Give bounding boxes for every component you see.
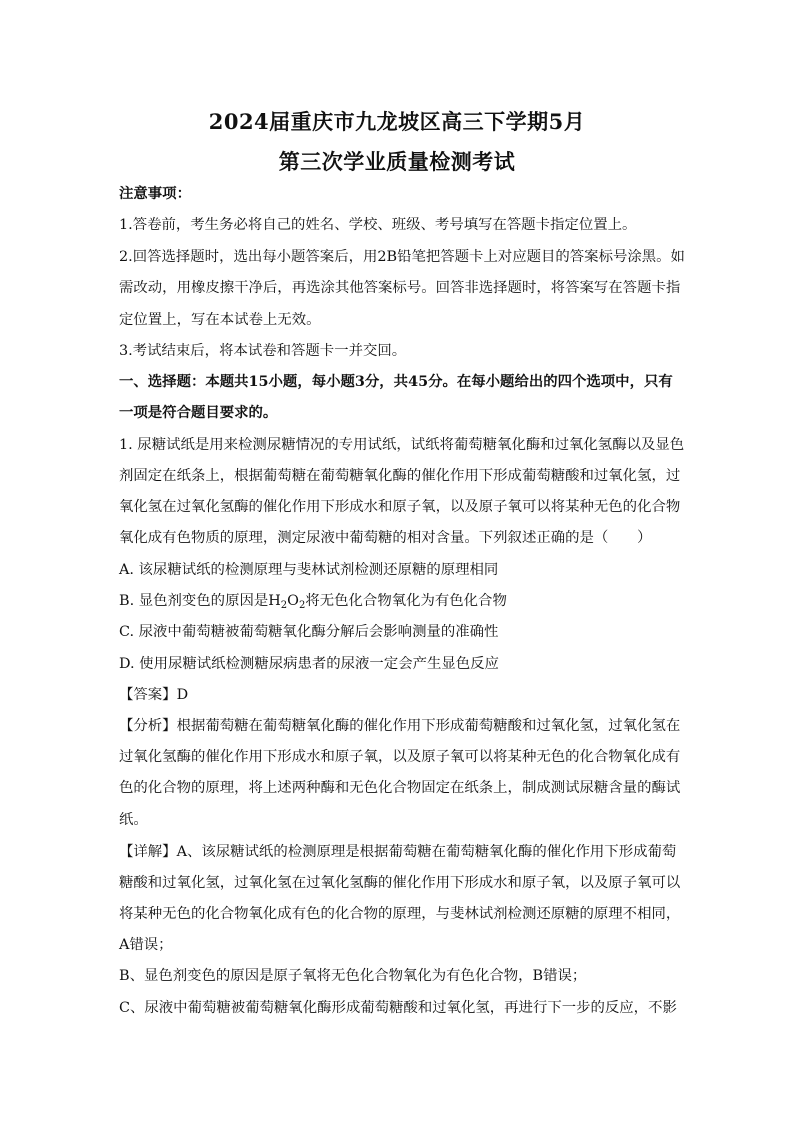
answer-line: 【答案】D	[119, 687, 189, 703]
detail-line1	[119, 842, 679, 862]
analysis-line1	[119, 716, 679, 736]
detail-text-1: A、该尿糖试纸的检测原理是根据葡萄糖在葡萄糖氧化酶的催化作用下形成葡萄	[176, 844, 677, 860]
option-b-suffix: 将无色化合物氧化为有色化合物	[305, 593, 507, 609]
question-stem-line3: 氧化氢在过氧化氢酶的催化作用下形成水和原子氧，以及原子氧可以将某种无色的化合物	[119, 499, 681, 515]
section-heading-line1: 一、选择题：本题共15小题，每小题3分，共45分。在每小题给出的四个选项中，只有	[119, 373, 673, 390]
question-stem-line4: 氧化成有色物质的原理，测定尿液中葡萄糖的相对含量。下列叙述正确的是（ ）	[119, 530, 652, 546]
detail-line5: B、显色剂变色的原因是原子氧将无色化合物氧化为有色化合物，B错误；	[119, 968, 587, 984]
analysis-text-1: 根据葡萄糖在葡萄糖氧化酶的催化作用下形成葡萄糖酸和过氧化氢，过氧化氢在	[176, 718, 681, 734]
detail-line2: 糖酸和过氧化氢，过氧化氢在过氧化氢酶的催化作用下形成水和原子氧，以及原子氧可以	[119, 875, 681, 891]
notice-item-2-line2: 需改动，用橡皮擦干净后，再选涂其他答案标号。回答非选择题时，将答案写在答题卡指	[119, 280, 681, 296]
detail-line6: C、尿液中葡萄糖被葡萄糖氧化酶形成葡萄糖酸和过氧化氢，再进行下一步的反应，不影	[119, 1000, 677, 1016]
option-b-prefix: B. 显色剂变色的原因是H	[119, 593, 281, 609]
notice-item-2-line1: 2.回答选择题时，选出每小题答案后，用2B铅笔把答题卡上对应题目的答案标号涂黑。如	[119, 249, 685, 265]
analysis-line3: 色的化合物的原理，将上述两种酶和无色化合物固定在纸条上，制成测试尿糖含量的酶试	[119, 780, 681, 796]
option-b-oxygen: O	[287, 593, 299, 609]
detail-line3: 将某种无色的化合物氧化成有色的化合物的原理，与斐林试剂检测还原糖的原理不相同，	[119, 906, 681, 922]
notice-item-3: 3.考试结束后，将本试卷和答题卡一并交回。	[119, 343, 407, 359]
detail-label: 【详解】	[119, 844, 177, 860]
exam-title-line2: 第三次学业质量检测考试	[278, 149, 516, 174]
question-stem-line2: 剂固定在纸条上，根据葡萄糖在葡萄糖氧化酶的催化作用下形成葡萄糖酸和过氧化氢，过	[119, 468, 681, 484]
detail-line4: A错误；	[119, 937, 173, 953]
analysis-line4: 纸。	[119, 812, 148, 828]
option-d: D. 使用尿糖试纸检测糖尿病患者的尿液一定会产生显色反应	[119, 656, 499, 672]
notice-item-2-line3: 定位置上，写在本试卷上无效。	[119, 312, 321, 328]
exam-title-line1: 2024届重庆市九龙坡区高三下学期5月	[208, 109, 586, 134]
option-b-subscript-1: 2	[280, 600, 288, 611]
notice-heading: 注意事项：	[119, 185, 191, 202]
notice-item-1: 1.答卷前，考生务必将自己的姓名、学校、班级、考号填写在答题卡指定位置上。	[119, 217, 637, 233]
option-c: C. 尿液中葡萄糖被葡萄糖氧化酶分解后会影响测量的准确性	[119, 624, 499, 640]
analysis-line2: 过氧化氢酶的催化作用下形成水和原子氧，以及原子氧可以将某种无色的化合物氧化成有	[119, 749, 681, 765]
option-a: A. 该尿糖试纸的检测原理与斐林试剂检测还原糖的原理相同	[119, 562, 499, 578]
option-b	[119, 591, 679, 611]
analysis-label: 【分析】	[119, 718, 177, 734]
section-heading-line2: 一项是符合题目要求的。	[119, 404, 278, 421]
question-stem-line1: 1. 尿糖试纸是用来检测尿糖情况的专用试纸，试纸将葡萄糖氧化酶和过氧化氢酶以及显色	[119, 437, 685, 453]
option-b-subscript-2: 2	[298, 600, 306, 611]
